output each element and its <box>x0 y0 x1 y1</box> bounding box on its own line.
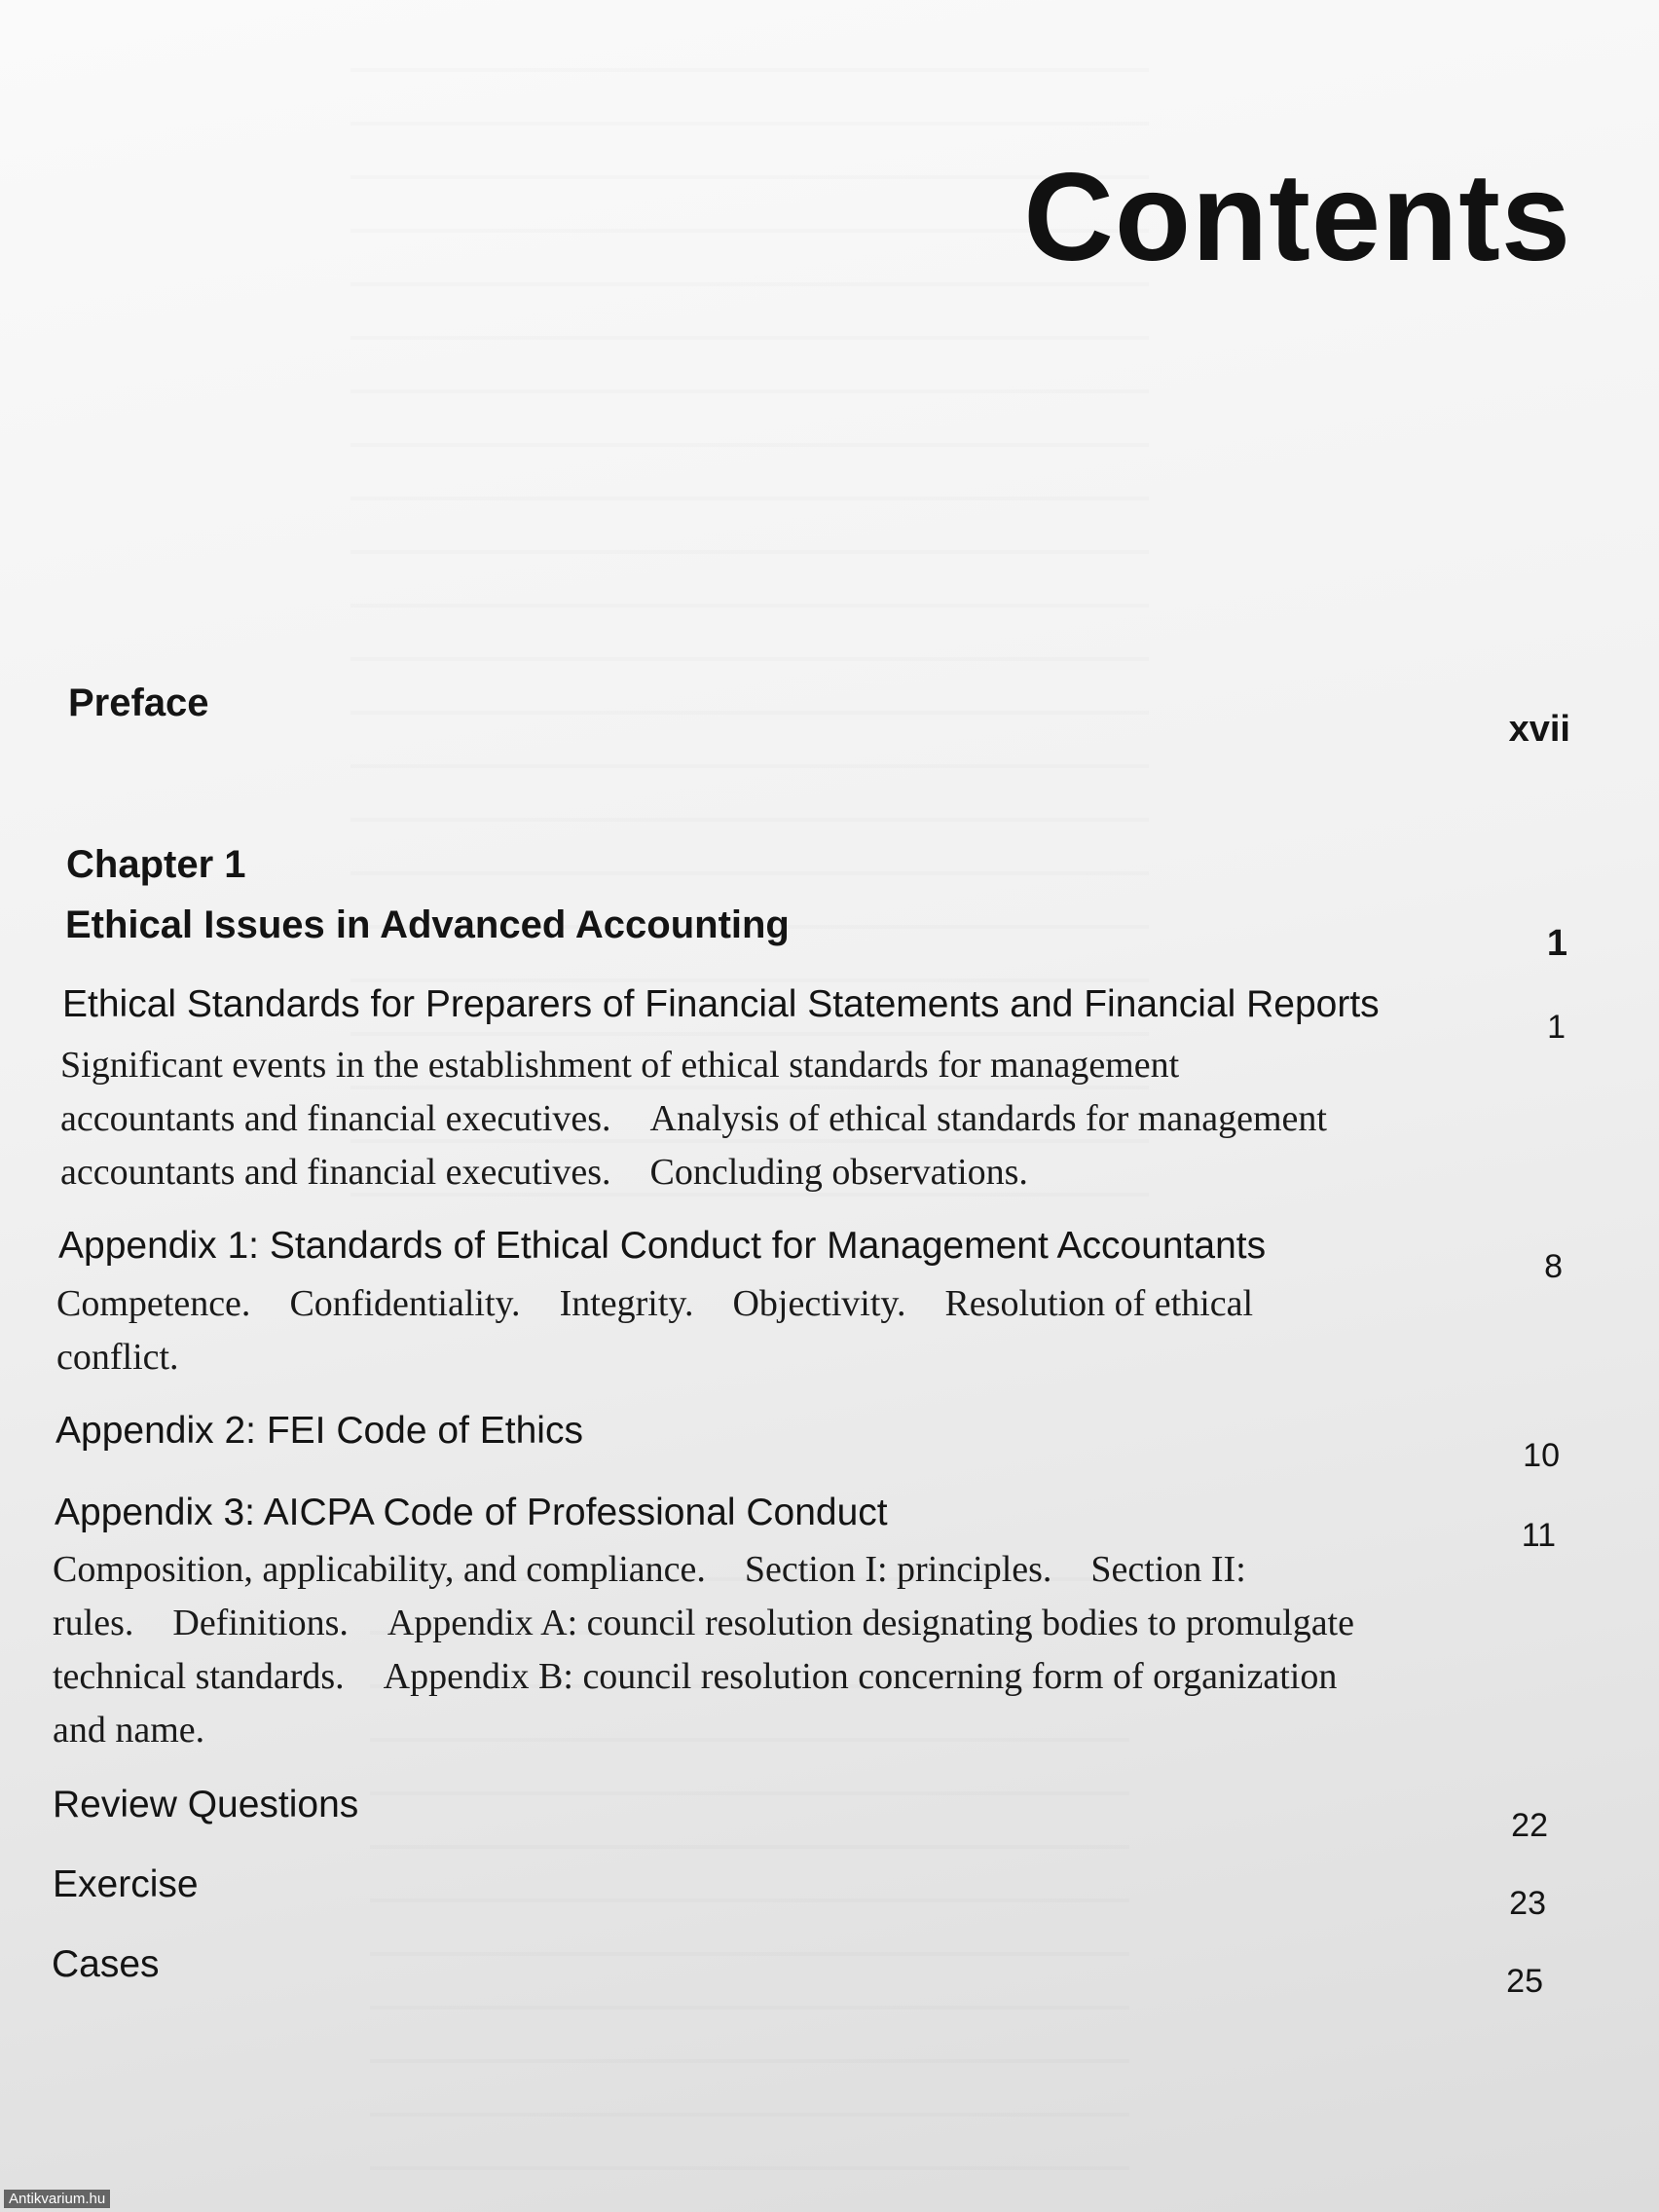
appendix-1-title: Appendix 1: Standards of Ethical Conduct for Management Accountants <box>58 1225 1267 1267</box>
topic: Section II: rules. <box>53 1549 1246 1643</box>
topic: Integrity. <box>559 1283 694 1324</box>
topic: Composition, applicability, and compliance. <box>53 1549 706 1590</box>
topic: Concluding observations. <box>649 1152 1028 1193</box>
topic: Definitions. <box>172 1603 349 1643</box>
section-topics <box>60 1039 1355 1199</box>
chapter-number: Chapter 1 <box>66 843 246 886</box>
section-page-number: 1 <box>1547 1009 1566 1046</box>
topic: Section I: principles. <box>744 1549 1052 1590</box>
topic: Analysis of ethical standards for management accountants and financial executives. <box>60 1098 1327 1193</box>
appendix-1-page-number: 8 <box>1544 1248 1563 1285</box>
cases-entry: Cases <box>52 1943 160 1985</box>
preface-entry: Preface <box>68 682 209 724</box>
appendix-2-title: Appendix 2: FEI Code of Ethics <box>55 1410 583 1452</box>
topic: Appendix A: council resolution designating bodies to promulgate technical standards. <box>53 1603 1354 1697</box>
appendix-1-topics <box>56 1277 1381 1384</box>
chapter-page-number: 1 <box>1546 923 1567 964</box>
appendix-2-page-number: 10 <box>1523 1437 1560 1474</box>
topic: Objectivity. <box>732 1283 906 1324</box>
chapter-title: Ethical Issues in Advanced Accounting <box>65 903 790 946</box>
appendix-3-topics <box>53 1543 1386 1757</box>
appendix-3-page-number: 11 <box>1521 1517 1556 1554</box>
preface-page-number: xvii <box>1508 709 1570 750</box>
cases-page-number: 25 <box>1506 1963 1543 2000</box>
review-questions-entry: Review Questions <box>53 1784 359 1825</box>
topic: Confidentiality. <box>289 1283 521 1324</box>
topic: Significant events in the establishment of ethical standards for management accountants and financial executives. <box>60 1045 1180 1139</box>
topic: Competence. <box>56 1283 251 1324</box>
exercise-page-number: 23 <box>1509 1885 1546 1922</box>
exercise-entry: Exercise <box>53 1863 199 1905</box>
section-title: Ethical Standards for Preparers of Financial Statements and Financial Reports <box>62 983 1380 1025</box>
watermark: Antikvarium.hu <box>4 2190 110 2208</box>
page-title: Contents <box>1023 148 1571 287</box>
review-questions-page-number: 22 <box>1511 1807 1548 1844</box>
topic: Appendix B: council resolution concerning form of organization and name. <box>53 1656 1338 1751</box>
appendix-3-title: Appendix 3: AICPA Code of Professional Conduct <box>55 1492 888 1533</box>
topic: Resolution of ethical conflict. <box>56 1283 1254 1378</box>
